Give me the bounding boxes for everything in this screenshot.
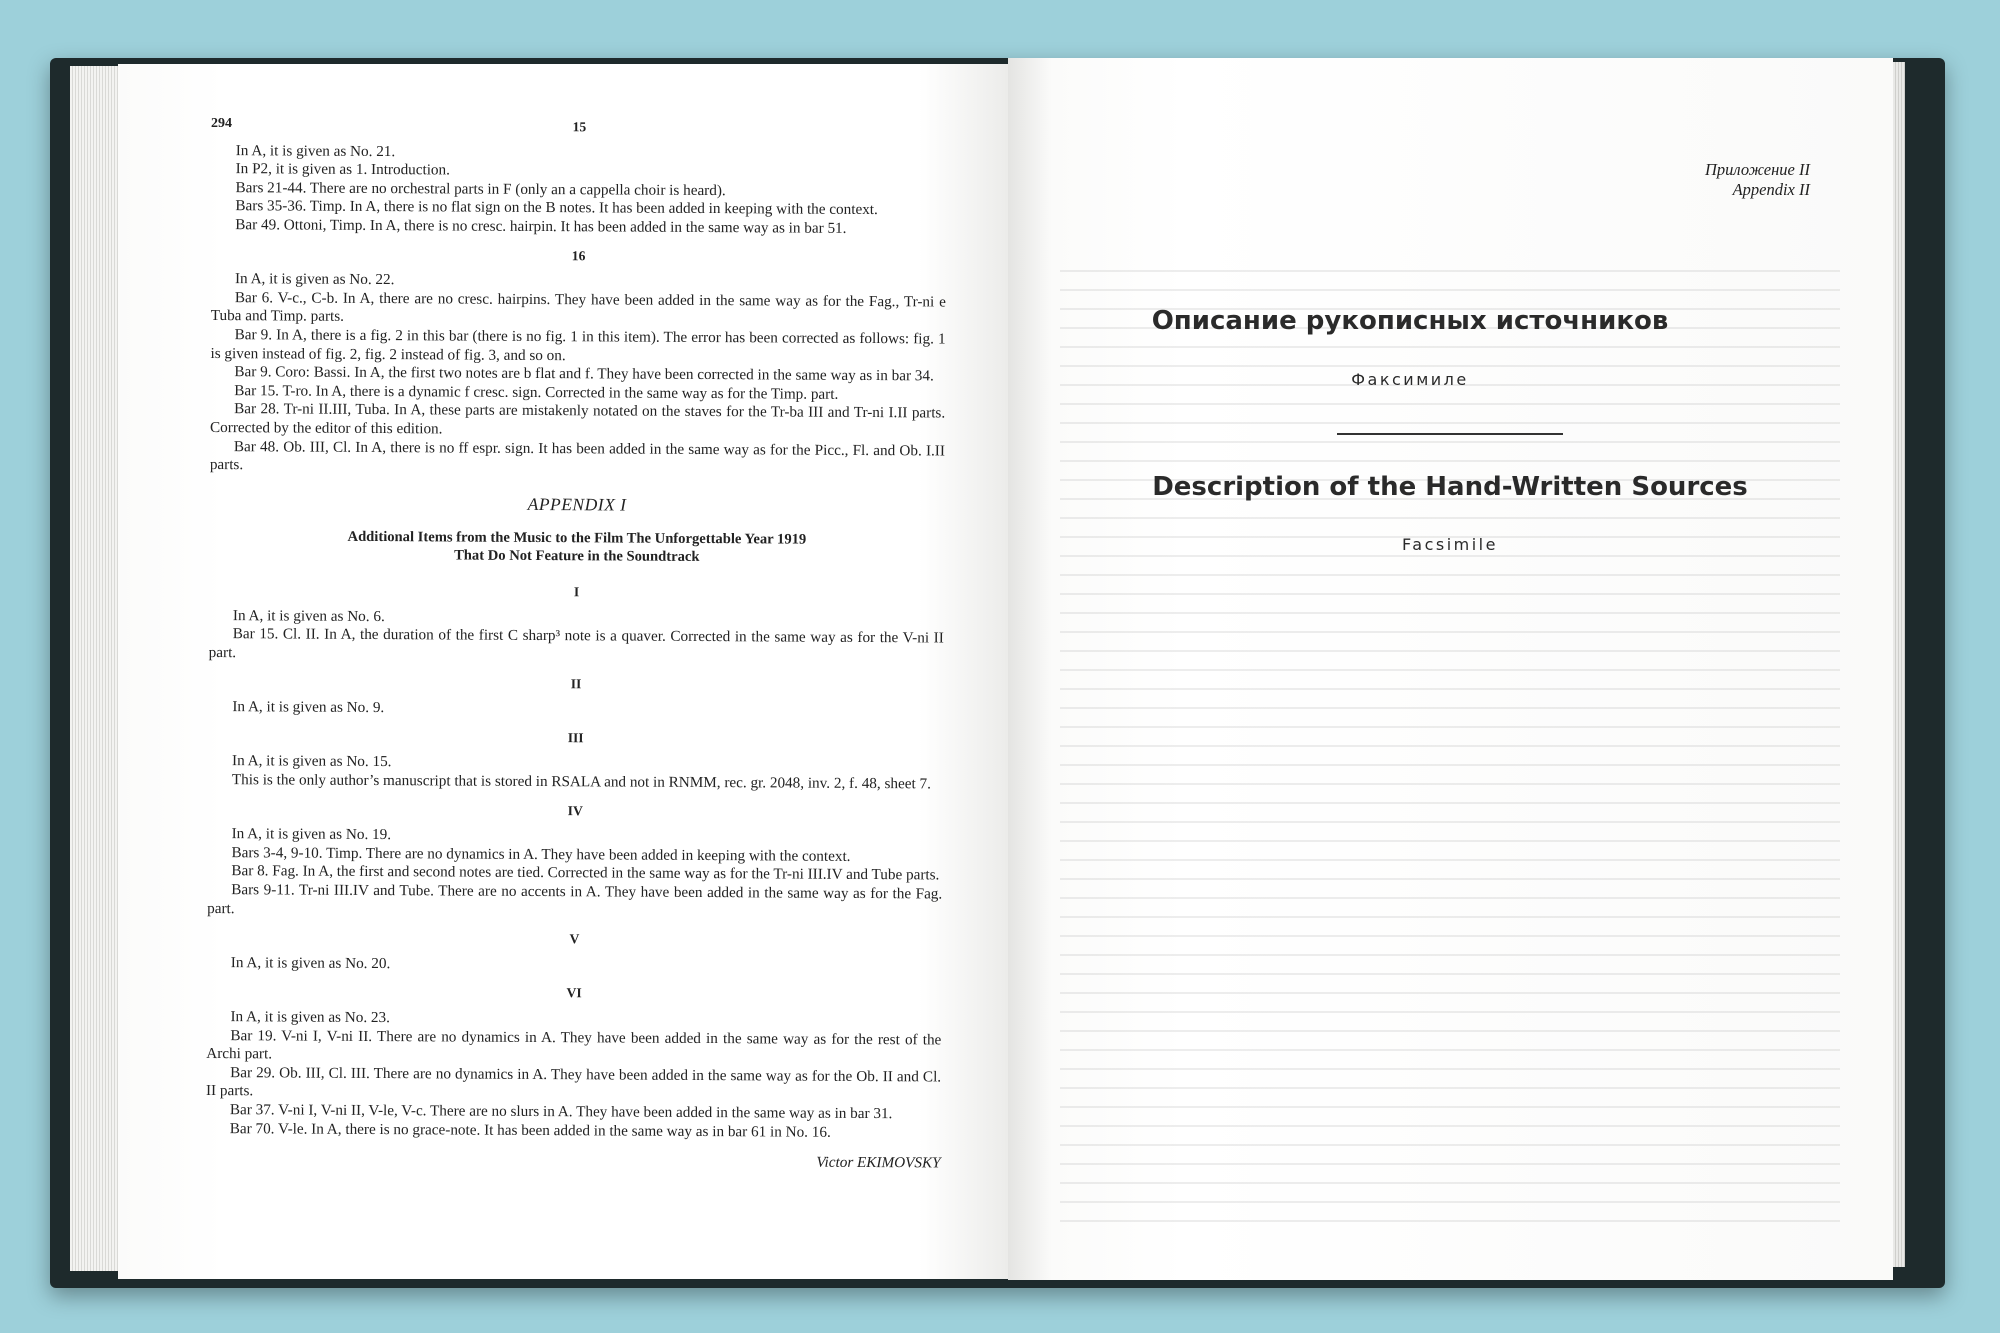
appendix-subtitle-line: Additional Items from the Music to the Film The Unforgettable Year 1919: [347, 529, 807, 548]
note-line: Bars 3-4, 9-10. Timp. There are no dynamics in A. They have been added in keeping with the context.: [231, 843, 851, 865]
note-line: Bar 15. T-ro. In A, there is a dynamic f cresc. sign. Corrected in the same way as for the Timp. part.: [234, 381, 839, 403]
section-number: IV: [567, 802, 583, 818]
note-line: Bar 19. V-ni I, V-ni II. There are no dynamics in A. They have been added in the same way as for the rest of the Archi part.: [206, 1026, 942, 1063]
section-number: V: [569, 931, 580, 947]
left-page-text: [206, 112, 947, 1173]
note-line: In A, it is given as No. 19.: [231, 825, 392, 844]
note-line: Bars 9-11. Tr-ni III.IV and Tube. There are no accents in A. They have been added in the same way as for the Fag. part.: [207, 881, 943, 917]
note-line: This is the only author’s manuscript that is stored in RSALA and not in RNMM, rec. gr. 2048, inv. 2, f. 48, sheet 7.: [231, 771, 931, 793]
note-line: In A, it is given as No. 9.: [232, 698, 385, 717]
note-line: In A, it is given as No. 23.: [230, 1008, 390, 1027]
section-number: 15: [572, 119, 587, 135]
section-number: II: [570, 675, 582, 691]
note-line: Bars 21-44. There are no orchestral parts in F (only an a cappella choir is heard).: [235, 178, 726, 199]
appendix-subtitle-line: That Do Not Feature in the Soundtrack: [454, 547, 700, 566]
title-en: Description of the Hand-Written Sources: [1152, 472, 1748, 502]
header-ru: Приложение II: [1705, 160, 1810, 179]
page-number: 294: [211, 116, 232, 131]
divider-rule: [1337, 433, 1563, 435]
note-line: Bar 37. V-ni I, V-ni II, V-le, V-c. There are no slurs in A. They have been added in the same way as in bar 31.: [229, 1101, 893, 1123]
section-number: I: [573, 584, 580, 600]
note-line: Bar 28. Tr-ni II.III, Tuba. In A, these parts are mistakenly notated on the staves for the Tr-ba III and Tr-ni I.II parts. Corrected by the editor of this edition.: [210, 400, 946, 438]
note-line: Bar 9. Coro: Bassi. In A, the first two notes are b flat and f. They have been corrected in the same way as in bar 34.: [234, 363, 934, 385]
note-line: Bar 8. Fag. In A, the first and second notes are tied. Corrected in the same way as for the Tr-ni III.IV and Tube parts.: [231, 862, 940, 884]
note-line: In A, it is given as No. 15.: [231, 752, 392, 771]
header-en: Appendix II: [1732, 180, 1810, 199]
note-line: Bar 48. Ob. III, Cl. In A, there is no ff espr. sign. It has been added in the same way as for the Picc., Fl. and Ob. I.II parts.: [209, 437, 945, 474]
appendix-subtitle: [209, 527, 944, 567]
note-line: Bar 29. Ob. III, Cl. III. There are no dynamics in A. They have been added in the same way as for the Ob. II and Cl. II parts.: [205, 1063, 942, 1100]
note-line: Bar 49. Ottoni, Timp. In A, there is no cresc. hairpin. It has been added in the same way as in bar 51.: [235, 216, 847, 237]
note-line: In A, it is given as No. 21.: [235, 141, 396, 160]
note-line: In A, it is given as No. 20.: [230, 953, 391, 972]
section-number: VI: [566, 985, 582, 1001]
note-line: In A, it is given as No. 22.: [234, 270, 395, 289]
appendix-title: APPENDIX I: [527, 493, 627, 515]
note-line: In A, it is given as No. 6.: [232, 607, 385, 625]
author-signature: Victor EKIMOVSKY: [816, 1153, 941, 1172]
running-header: [1590, 160, 1810, 200]
bleed-through-text: [1060, 270, 1840, 1230]
note-line: In P2, it is given as 1. Introduction.: [235, 160, 450, 179]
note-line: Bar 6. V-c., C-b. In A, there are no cresc. hairpins. They have been added in the same way as for the Fag., Tr-ni e Tuba and Timp. parts.: [210, 288, 946, 326]
note-line: Bars 35-36. Timp. In A, there is no flat sign on the B notes. It has been added in keeping with the context.: [235, 197, 878, 219]
note-line: Bar 15. Cl. II. In A, the duration of the first C sharp³ note is a quaver. Corrected in the same way as for the V-ni II part.: [208, 625, 944, 662]
subtitle-en: Facsimile: [1402, 535, 1498, 554]
note-line: Bar 9. In A, there is a fig. 2 in this bar (there is no fig. 1 in this item). The error has been corrected as follows: fig. 1 is given instead of fig. 2, fig. 2 instead of fig. 3, and so on.: [210, 326, 946, 364]
title-ru: Описание рукописных источников: [1151, 306, 1669, 336]
section-number: 16: [571, 247, 586, 263]
note-line: Bar 70. V-le. In A, there is no grace-note. It has been added in the same way as in bar 61 in No. 16.: [229, 1119, 831, 1141]
section-number: III: [567, 730, 584, 746]
subtitle-ru: Факсимиле: [1351, 370, 1469, 389]
